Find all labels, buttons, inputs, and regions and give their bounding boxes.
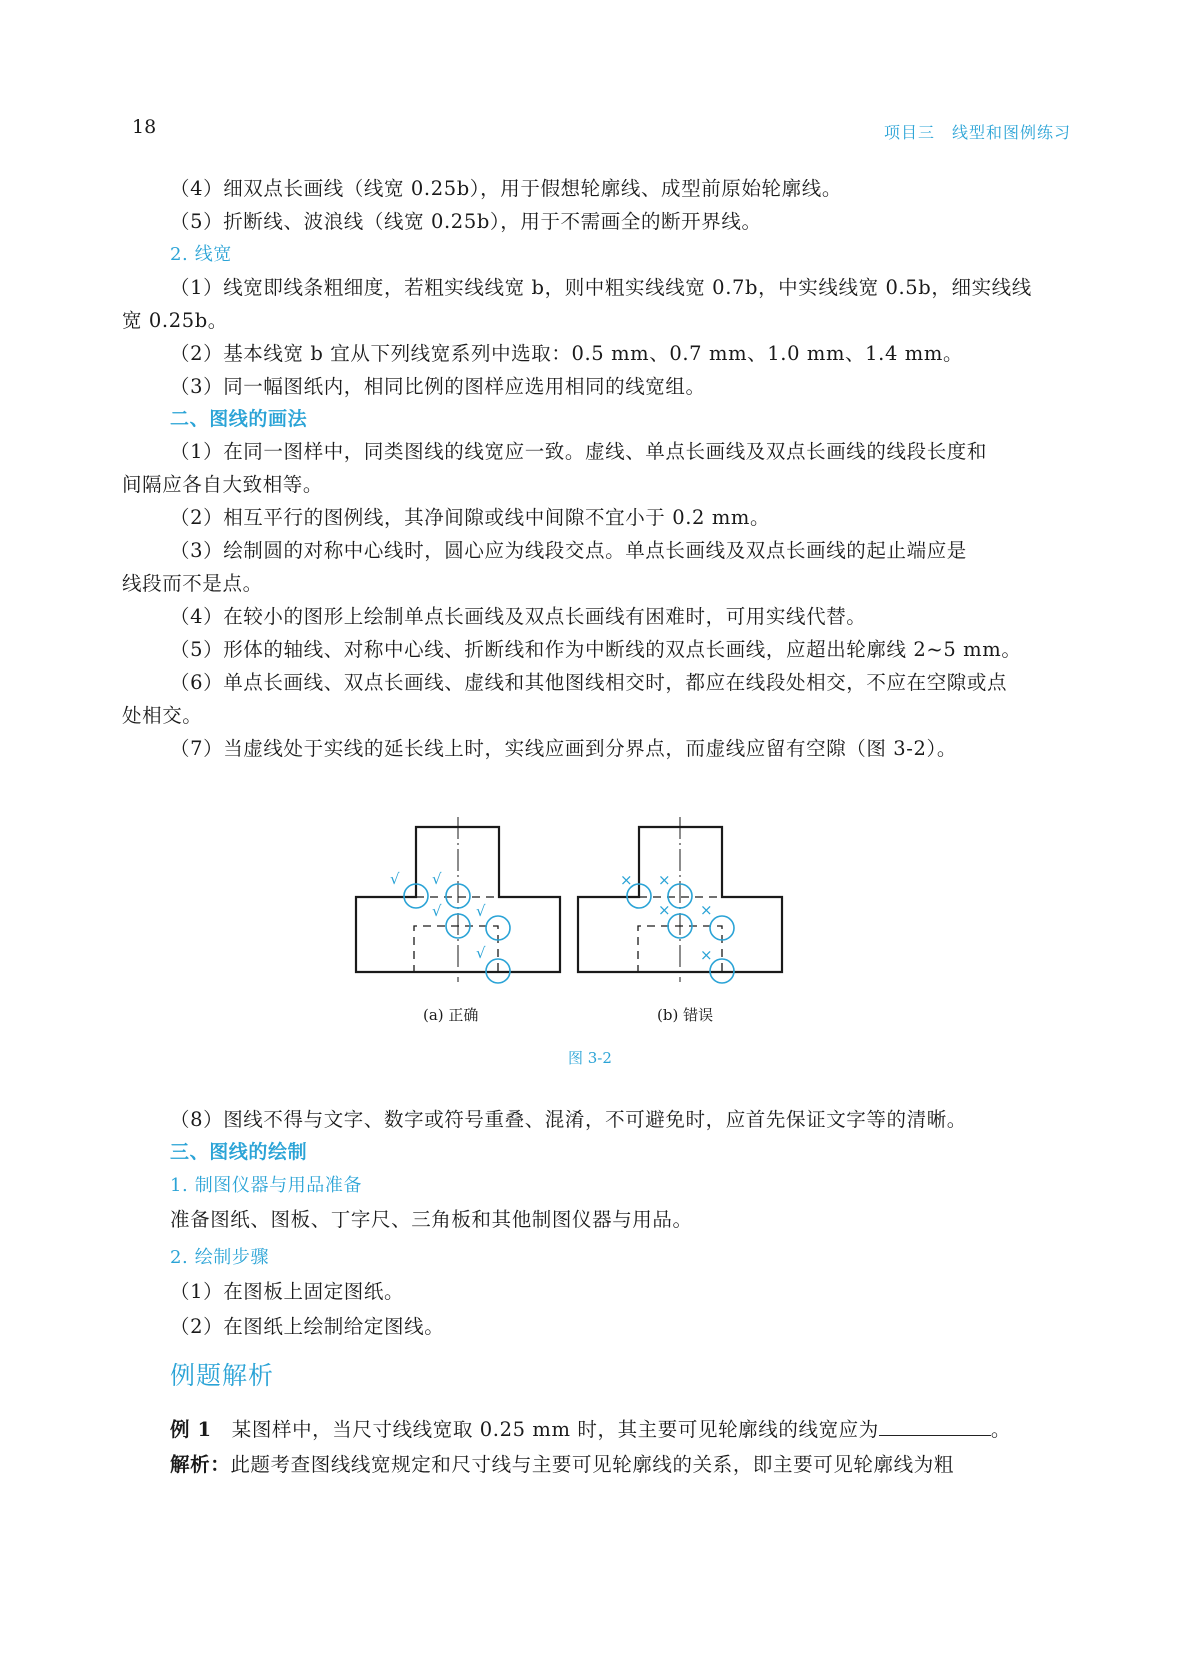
example-label: 例 1 (170, 1418, 212, 1441)
paragraph-line: 处相交。 (122, 704, 203, 727)
paragraph-line: （2）相互平行的图例线，其净间隙或线中间隙不宜小于 0.2 mm。 (170, 506, 771, 529)
subheading-prep: 1. 制图仪器与用品准备 (170, 1175, 363, 1196)
cross-mark: × (700, 901, 713, 919)
check-mark: √ (476, 944, 486, 962)
section-heading: 二、图线的画法 (170, 408, 308, 430)
analysis-line (170, 1449, 1130, 1477)
check-mark: √ (476, 902, 486, 920)
figure-b-wrong (578, 817, 782, 983)
subheading-steps: 2. 绘制步骤 (170, 1247, 270, 1268)
cross-mark: × (658, 901, 671, 919)
check-mark: √ (390, 870, 400, 888)
paragraph-line: （4）细双点长画线（线宽 0.25b），用于假想轮廓线、成型前原始轮廓线。 (170, 177, 842, 200)
page-number: 18 (132, 116, 157, 138)
caption-b: (b) 错误 (657, 1006, 714, 1024)
running-header: 项目三 线型和图例练习 (883, 123, 1071, 142)
paragraph-line: （5）折断线、波浪线（线宽 0.25b），用于不需画全的断开界线。 (170, 210, 762, 233)
paragraph-line: 宽 0.25b。 (122, 309, 228, 332)
subheading-line-width: 2. 线宽 (170, 244, 232, 265)
caption-a: (a) 正确 (423, 1006, 479, 1024)
paragraph-line: （3）同一幅图纸内，相同比例的图样应选用相同的线宽组。 (170, 375, 706, 398)
paragraph-line: （6）单点长画线、双点长画线、虚线和其他图线相交时，都应在线段处相交，不应在空隙或点 (170, 671, 1008, 694)
figure-3-2 (350, 808, 840, 1003)
paragraph-line: （4）在较小的图形上绘制单点长画线及双点长画线有困难时，可用实线代替。 (170, 605, 867, 628)
paragraph-line: （5）形体的轴线、对称中心线、折断线和作为中断线的双点长画线，应超出轮廓线 2~5 mm。 (170, 638, 1022, 661)
paragraph-line: （7）当虚线处于实线的延长线上时，实线应画到分界点，而虚线应留有空隙（图 3-2）。 (170, 737, 957, 760)
paragraph-line: 间隔应各自大致相等。 (122, 473, 324, 496)
paragraph-line: （2）基本线宽 b 宜从下列线宽系列中选取：0.5 mm、0.7 mm、1.0 mm、1.4 mm。 (170, 342, 964, 365)
example-1 (170, 1414, 1130, 1442)
cross-mark: × (620, 871, 633, 889)
paragraph-line: 准备图纸、图板、丁字尺、三角板和其他制图仪器与用品。 (170, 1208, 693, 1231)
paragraph-line: （8）图线不得与文字、数字或符号重叠、混淆，不可避免时，应首先保证文字等的清晰。 (170, 1108, 967, 1131)
analysis-text: 此题考查图线线宽规定和尺寸线与主要可见轮廓线的关系，即主要可见轮廓线为粗 (230, 1453, 954, 1476)
cross-mark: × (658, 871, 671, 889)
paragraph-line: （1）线宽即线条粗细度，若粗实线线宽 b，则中粗实线线宽 0.7b，中实线线宽 0.5b，细实线线 (170, 276, 1032, 299)
example-text: 某图样中，当尺寸线线宽取 0.25 mm 时，其主要可见轮廓线的线宽应为 (211, 1418, 879, 1441)
marks-a (390, 870, 486, 962)
figure-label: 图 3-2 (568, 1049, 612, 1067)
section-heading: 三、图线的绘制 (170, 1141, 308, 1163)
check-mark: √ (432, 870, 442, 888)
paragraph-line: （3）绘制圆的对称中心线时，圆心应为线段交点。单点长画线及双点长画线的起止端应是 (170, 539, 967, 562)
paragraph-line: （1）在同一图样中，同类图线的线宽应一致。虚线、单点长画线及双点长画线的线段长度和 (170, 440, 988, 463)
figure-a-correct (356, 817, 560, 983)
answer-blank (879, 1417, 991, 1436)
example-end: 。 (990, 1418, 1011, 1441)
check-mark: √ (432, 902, 442, 920)
paragraph-line: （1）在图板上固定图纸。 (170, 1280, 405, 1303)
analysis-label: 解析： (170, 1453, 231, 1476)
cross-mark: × (700, 946, 713, 964)
example-heading: 例题解析 (170, 1361, 275, 1390)
paragraph-line: 线段而不是点。 (122, 572, 263, 595)
paragraph-line: （2）在图纸上绘制给定图线。 (170, 1315, 445, 1338)
circles-a (404, 884, 510, 983)
